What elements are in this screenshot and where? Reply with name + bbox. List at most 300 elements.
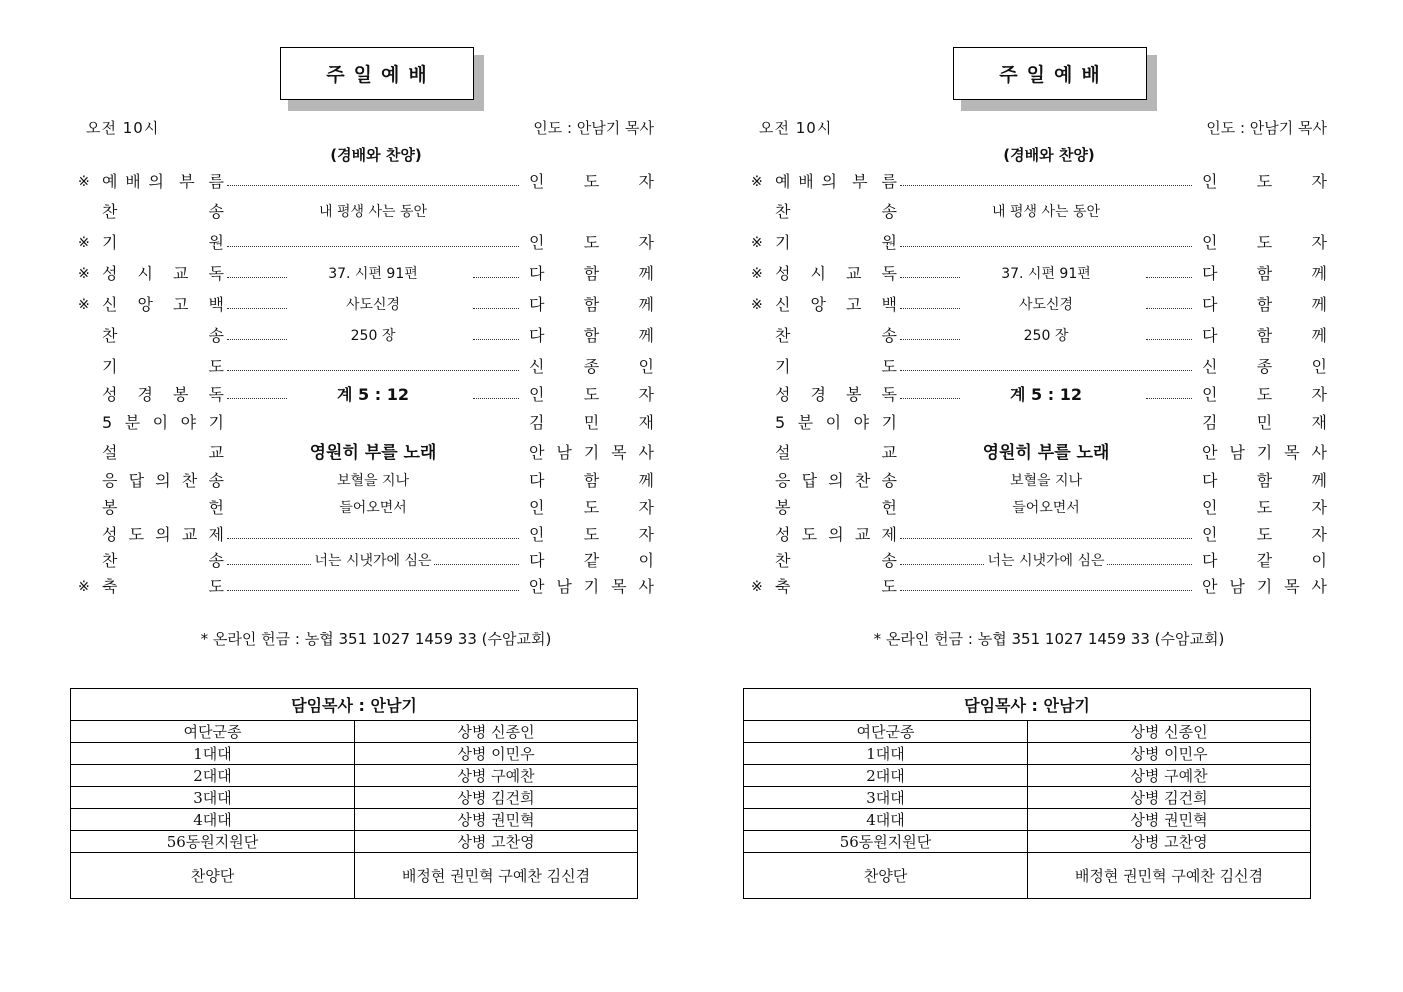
order-row — [743, 441, 1327, 465]
standing-mark: ※ — [751, 174, 763, 190]
label-char: 기 — [208, 413, 224, 432]
label-char: 송 — [208, 202, 224, 221]
staff-name: 상병 구예찬 — [355, 765, 638, 787]
label-char: 설 — [102, 443, 118, 462]
staff-name: 상병 김건희 — [355, 787, 638, 809]
staff-unit: 여단군종 — [71, 721, 355, 743]
detail-text — [900, 441, 1192, 465]
order-item-detail — [900, 523, 1192, 547]
responder-char: 인 — [1202, 385, 1218, 404]
label-char: 예 — [775, 172, 791, 191]
label-char: 도 — [208, 357, 224, 376]
responder-char: 함 — [583, 471, 600, 490]
detail-text-value: 37. 시편 91편 — [1001, 266, 1091, 282]
order-item-label — [775, 523, 897, 547]
order-item-responder — [1202, 523, 1327, 547]
detail-text — [227, 441, 519, 465]
detail-text-value: 사도신경 — [345, 297, 401, 313]
order-row — [743, 293, 1327, 317]
responder-char: 함 — [583, 326, 600, 345]
staff-unit: 찬양단 — [71, 853, 355, 899]
responder-char: 도 — [1256, 385, 1273, 404]
order-item-detail — [227, 324, 519, 348]
order-item-responder — [1202, 575, 1327, 599]
responder-char: 남 — [556, 577, 572, 596]
label-char: 부름 — [852, 172, 911, 191]
responder-char: 께 — [638, 326, 654, 345]
detail-text — [900, 549, 1192, 573]
detail-text-value: 너는 시냇가에 심은 — [314, 553, 432, 569]
detail-text-value: 보혈을 지나 — [336, 473, 410, 489]
staff-row — [71, 743, 638, 765]
responder-char: 기 — [583, 577, 600, 596]
detail-text — [227, 383, 519, 407]
label-char: 5 — [775, 413, 786, 432]
label-char: 독 — [208, 385, 224, 404]
label-char: 고 — [173, 295, 189, 314]
responder-char: 인 — [529, 525, 545, 544]
order-row — [743, 324, 1327, 348]
order-item-detail — [900, 469, 1192, 493]
label-char: 의 — [155, 471, 171, 490]
label-char: 찬 — [775, 326, 791, 345]
responder-char: 다 — [529, 551, 545, 570]
order-item-detail — [227, 383, 519, 407]
label-char: 기 — [881, 413, 897, 432]
service-leader: 인도 : 안남기 목사 — [533, 119, 654, 137]
label-char: 배 — [125, 172, 141, 191]
label-char: 원 — [881, 233, 897, 252]
dot-leader — [900, 590, 1192, 591]
label-char: 기 — [102, 357, 118, 376]
responder-char: 다 — [1202, 326, 1218, 345]
standing-mark: ※ — [78, 174, 90, 190]
staff-unit: 56동원지원단 — [744, 831, 1028, 853]
staff-row — [71, 721, 638, 743]
staff-head-row — [71, 689, 638, 721]
responder-char: 신 — [1202, 357, 1218, 376]
service-time: 오전 10시 — [759, 119, 833, 137]
order-item-responder — [1202, 170, 1327, 194]
order-item-responder — [1202, 231, 1327, 255]
order-item-responder — [529, 293, 654, 317]
responder-char: 다 — [1202, 264, 1218, 283]
label-char: 송 — [881, 471, 897, 490]
standing-mark: ※ — [78, 579, 90, 595]
detail-text-value: 계 5 : 12 — [337, 385, 409, 404]
detail-text-value: 너는 시냇가에 심은 — [987, 553, 1105, 569]
responder-char: 다 — [529, 295, 545, 314]
order-item-label — [775, 549, 897, 573]
responder-char: 사 — [1311, 577, 1327, 596]
responder-char: 목 — [611, 443, 627, 462]
standing-mark: ※ — [751, 235, 763, 251]
order-row — [70, 411, 654, 435]
staff-row — [744, 831, 1311, 853]
label-char: 이 — [152, 413, 169, 432]
staff-row — [71, 809, 638, 831]
order-item-label — [102, 231, 224, 255]
staff-name: 상병 고찬영 — [355, 831, 638, 853]
standing-mark: ※ — [78, 235, 90, 251]
responder-char: 목 — [611, 577, 627, 596]
staff-head: 담임목사 : 안남기 — [71, 689, 638, 721]
standing-mark: ※ — [78, 297, 90, 313]
label-char: 경 — [137, 385, 153, 404]
order-item-label — [775, 575, 897, 599]
responder-char: 다 — [1202, 471, 1218, 490]
label-char: 교 — [173, 264, 189, 283]
staff-unit: 1대대 — [744, 743, 1028, 765]
responder-char: 남 — [556, 443, 572, 462]
service-title: 주일예배 — [953, 47, 1147, 100]
order-row — [70, 575, 654, 599]
detail-text-value: 내 평생 사는 동안 — [318, 204, 428, 220]
label-char: 기 — [102, 233, 118, 252]
standing-mark: ※ — [78, 266, 90, 282]
responder-char: 자 — [638, 385, 654, 404]
responder-char: 도 — [1256, 172, 1273, 191]
responder-char: 안 — [1202, 577, 1218, 596]
label-char: 백 — [208, 295, 224, 314]
responder-char: 민 — [583, 413, 600, 432]
order-item-label — [775, 355, 897, 379]
staff-table — [743, 688, 1311, 899]
order-item-responder — [529, 262, 654, 286]
staff-unit: 4대대 — [744, 809, 1028, 831]
responder-char: 인 — [529, 233, 545, 252]
staff-row — [744, 743, 1311, 765]
detail-text — [900, 324, 1192, 348]
dot-leader — [227, 185, 519, 186]
responder-char: 목 — [1284, 577, 1300, 596]
order-item-detail — [227, 441, 519, 465]
responder-char: 김 — [1202, 413, 1218, 432]
dot-leader — [900, 538, 1192, 539]
detail-text — [227, 469, 519, 493]
detail-text-value: 영원히 부를 노래 — [982, 443, 1110, 463]
responder-char: 남 — [1229, 443, 1245, 462]
staff-row — [744, 765, 1311, 787]
order-item-label — [775, 231, 897, 255]
order-row — [70, 231, 654, 255]
responder-char: 인 — [638, 357, 654, 376]
label-char: 예 — [102, 172, 118, 191]
order-item-responder — [529, 200, 654, 224]
responder-char: 자 — [1311, 233, 1327, 252]
order-row — [70, 549, 654, 573]
label-char: 시 — [137, 264, 153, 283]
order-item-detail — [227, 262, 519, 286]
responder-char: 자 — [1311, 172, 1327, 191]
label-char: 송 — [881, 326, 897, 345]
service-leader: 인도 : 안남기 목사 — [1206, 119, 1327, 137]
label-char: 도 — [208, 577, 224, 596]
label-char: 답 — [128, 471, 145, 490]
order-item-responder — [529, 355, 654, 379]
order-item-responder — [1202, 411, 1327, 435]
detail-text — [900, 469, 1192, 493]
order-item-detail — [227, 293, 519, 317]
dot-leader — [900, 370, 1192, 371]
responder-char: 께 — [1311, 295, 1327, 314]
responder-char: 인 — [529, 385, 545, 404]
order-item-label — [775, 200, 897, 224]
order-item-detail — [227, 496, 519, 520]
responder-char: 함 — [1256, 295, 1273, 314]
order-item-responder — [529, 575, 654, 599]
label-char: 응 — [775, 471, 791, 490]
order-item-detail — [900, 355, 1192, 379]
order-item-label — [102, 496, 224, 520]
label-char: 송 — [208, 551, 224, 570]
responder-char: 도 — [1256, 498, 1273, 517]
label-char: 설 — [775, 443, 791, 462]
standing-mark: ※ — [751, 266, 763, 282]
order-item-detail — [227, 231, 519, 255]
service-title-box — [280, 47, 476, 103]
order-item-responder — [1202, 383, 1327, 407]
order-item-label — [102, 355, 224, 379]
detail-text — [227, 293, 519, 317]
responder-char: 목 — [1284, 443, 1300, 462]
label-char: 송 — [208, 471, 224, 490]
online-offering-note: * 온라인 헌금 : 농협 351 1027 1459 33 (수암교회) — [200, 630, 552, 648]
bulletin-right — [743, 0, 1383, 992]
staff-name: 상병 신종인 — [1028, 721, 1311, 743]
label-char: 축 — [102, 577, 118, 596]
order-item-detail — [227, 200, 519, 224]
staff-row — [744, 787, 1311, 809]
order-item-label — [102, 523, 224, 547]
responder-char: 재 — [1311, 413, 1327, 432]
staff-row — [744, 853, 1311, 899]
label-char: 축 — [775, 577, 791, 596]
responder-char: 사 — [1311, 443, 1327, 462]
label-char: 성 — [775, 385, 791, 404]
responder-char: 께 — [1311, 264, 1327, 283]
label-char: 제 — [208, 525, 224, 544]
responder-char: 자 — [1311, 525, 1327, 544]
order-item-detail — [900, 200, 1192, 224]
order-row — [743, 231, 1327, 255]
label-char: 봉 — [846, 385, 862, 404]
staff-unit: 56동원지원단 — [71, 831, 355, 853]
responder-char: 도 — [583, 385, 600, 404]
order-item-detail — [900, 324, 1192, 348]
section-title: (경배와 찬양) — [330, 146, 422, 164]
label-char: 헌 — [208, 498, 224, 517]
detail-text — [900, 293, 1192, 317]
responder-char: 다 — [529, 264, 545, 283]
responder-char: 사 — [638, 577, 654, 596]
label-char: 도 — [881, 577, 897, 596]
responder-char: 안 — [529, 443, 545, 462]
label-char: 기 — [775, 357, 791, 376]
order-item-label — [102, 170, 238, 194]
responder-char: 께 — [638, 264, 654, 283]
order-item-responder — [529, 411, 654, 435]
responder-char: 도 — [583, 498, 600, 517]
order-item-responder — [529, 231, 654, 255]
order-item-responder — [529, 441, 654, 465]
order-item-detail — [227, 469, 519, 493]
detail-text — [900, 383, 1192, 407]
label-char: 부름 — [179, 172, 238, 191]
responder-char: 인 — [1202, 233, 1218, 252]
label-char: 의 — [155, 525, 171, 544]
staff-table — [70, 688, 638, 899]
label-char: 찬 — [775, 202, 791, 221]
staff-name: 상병 구예찬 — [1028, 765, 1311, 787]
dot-leader — [900, 185, 1192, 186]
responder-char: 도 — [583, 172, 600, 191]
label-char: 도 — [128, 525, 145, 544]
staff-row — [71, 765, 638, 787]
dot-leader — [227, 246, 519, 247]
order-item-label — [775, 293, 897, 317]
order-row — [70, 523, 654, 547]
online-offering-note: * 온라인 헌금 : 농협 351 1027 1459 33 (수암교회) — [873, 630, 1225, 648]
responder-char: 안 — [1202, 443, 1218, 462]
order-item-detail — [900, 231, 1192, 255]
label-char: 고 — [846, 295, 862, 314]
detail-text-value: 계 5 : 12 — [1010, 385, 1082, 404]
order-item-responder — [529, 469, 654, 493]
responder-char: 께 — [638, 471, 654, 490]
label-char: 원 — [208, 233, 224, 252]
responder-char: 안 — [529, 577, 545, 596]
label-char: 의 — [828, 525, 844, 544]
label-char: 성 — [775, 264, 791, 283]
responder-char: 께 — [638, 295, 654, 314]
label-char: 교 — [881, 443, 897, 462]
detail-text-value: 사도신경 — [1018, 297, 1074, 313]
label-char: 분 — [797, 413, 814, 432]
staff-head-row — [744, 689, 1311, 721]
label-char: 찬 — [102, 326, 118, 345]
responder-char: 민 — [1256, 413, 1273, 432]
label-char: 앙 — [810, 295, 826, 314]
order-row — [743, 575, 1327, 599]
label-char: 시 — [810, 264, 826, 283]
label-char: 교 — [854, 525, 871, 544]
label-char: 답 — [801, 471, 818, 490]
responder-char: 께 — [1311, 326, 1327, 345]
order-item-responder — [529, 496, 654, 520]
detail-text — [227, 200, 519, 224]
detail-text — [227, 262, 519, 286]
responder-char: 인 — [1202, 498, 1218, 517]
responder-char: 함 — [583, 264, 600, 283]
label-char: 독 — [881, 264, 897, 283]
responder-char: 자 — [638, 233, 654, 252]
order-item-label — [775, 469, 897, 493]
staff-name: 상병 고찬영 — [1028, 831, 1311, 853]
label-char: 봉 — [102, 498, 118, 517]
order-row — [743, 496, 1327, 520]
order-item-responder — [1202, 496, 1327, 520]
order-item-label — [102, 324, 224, 348]
order-item-label — [102, 293, 224, 317]
standing-mark: ※ — [751, 297, 763, 313]
staff-name: 상병 김건희 — [1028, 787, 1311, 809]
responder-char: 다 — [1202, 295, 1218, 314]
responder-char: 자 — [1311, 385, 1327, 404]
responder-char: 자 — [638, 172, 654, 191]
order-item-detail — [900, 383, 1192, 407]
order-item-label — [775, 383, 897, 407]
responder-char: 남 — [1229, 577, 1245, 596]
order-row — [743, 170, 1327, 194]
order-item-label — [102, 383, 224, 407]
label-char: 독 — [881, 385, 897, 404]
order-item-responder — [529, 383, 654, 407]
responder-char: 종 — [583, 357, 600, 376]
detail-text-value: 250 장 — [350, 328, 396, 344]
responder-char: 함 — [1256, 471, 1273, 490]
label-char: 이 — [825, 413, 842, 432]
responder-char: 다 — [529, 326, 545, 345]
staff-unit: 1대대 — [71, 743, 355, 765]
responder-char: 재 — [638, 413, 654, 432]
service-title: 주일예배 — [280, 47, 474, 100]
order-item-detail — [900, 262, 1192, 286]
order-item-label — [102, 262, 224, 286]
order-item-responder — [1202, 293, 1327, 317]
responder-char: 함 — [583, 295, 600, 314]
order-row — [743, 469, 1327, 493]
label-char: 성 — [775, 525, 791, 544]
staff-unit: 여단군종 — [744, 721, 1028, 743]
label-char: 야 — [853, 413, 870, 432]
dot-leader — [227, 370, 519, 371]
order-row — [743, 523, 1327, 547]
staff-name: 상병 권민혁 — [1028, 809, 1311, 831]
responder-char: 도 — [1256, 233, 1273, 252]
dot-leader — [227, 538, 519, 539]
order-row — [70, 200, 654, 224]
responder-char: 인 — [1311, 357, 1327, 376]
order-item-label — [775, 411, 897, 435]
dot-leader — [227, 590, 519, 591]
order-item-label — [775, 170, 911, 194]
order-item-label — [102, 469, 224, 493]
order-row — [743, 383, 1327, 407]
order-item-responder — [1202, 549, 1327, 573]
detail-text-value: 들어오면서 — [339, 500, 407, 516]
responder-char: 같 — [1256, 551, 1273, 570]
order-row — [70, 383, 654, 407]
detail-text — [227, 549, 519, 573]
order-item-detail — [900, 293, 1192, 317]
detail-text-value: 영원히 부를 노래 — [309, 443, 437, 463]
order-row — [70, 324, 654, 348]
order-row — [743, 262, 1327, 286]
responder-char: 기 — [1256, 443, 1273, 462]
order-row — [743, 355, 1327, 379]
responder-char: 함 — [1256, 326, 1273, 345]
detail-text — [900, 262, 1192, 286]
order-item-detail — [900, 441, 1192, 465]
detail-text-value: 내 평생 사는 동안 — [991, 204, 1101, 220]
order-item-responder — [529, 523, 654, 547]
staff-unit: 3대대 — [71, 787, 355, 809]
order-item-detail — [900, 496, 1192, 520]
label-char: 송 — [208, 326, 224, 345]
label-char: 분 — [124, 413, 141, 432]
order-item-label — [775, 324, 897, 348]
